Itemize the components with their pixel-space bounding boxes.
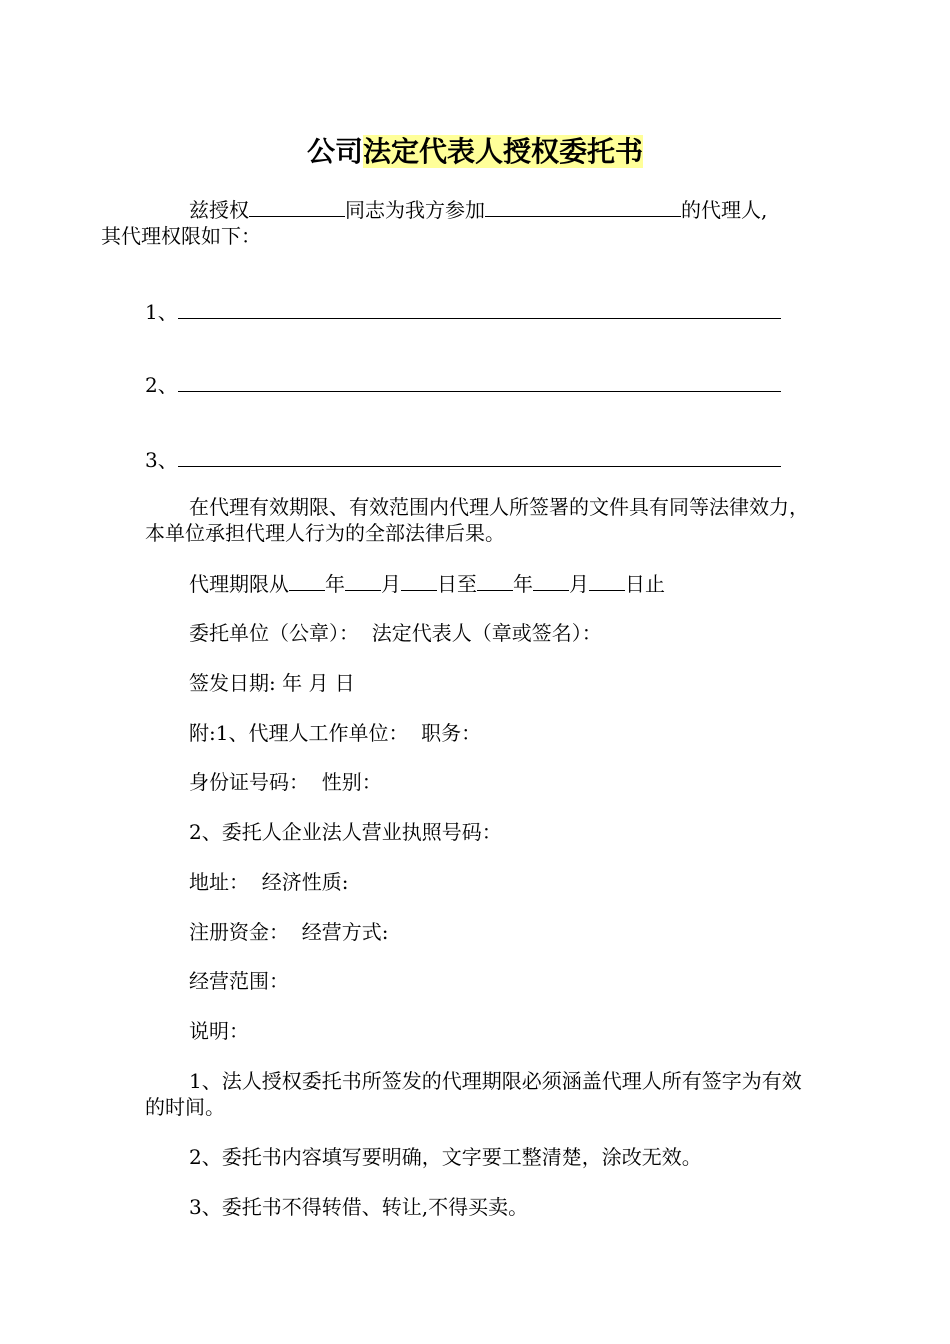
agent-name-blank [249, 196, 345, 217]
attachment-1-line: 附:1、代理人工作单位： 职务： [189, 721, 482, 745]
item-number: 1、 [145, 300, 178, 324]
item-number: 2、 [145, 373, 178, 397]
blank [589, 570, 625, 591]
item-blank [178, 446, 781, 467]
blank [401, 570, 437, 591]
note-1: 1、法人授权委托书所签发的代理期限必须涵盖代理人所有签字为有效的时间。 [145, 1069, 802, 1119]
capital-line: 注册资金： 经营方式: [189, 920, 389, 944]
period-month: 月 [569, 572, 589, 596]
period-day-end: 日止 [625, 572, 665, 596]
period-month: 月 [381, 572, 401, 596]
period-year: 年 [325, 572, 345, 596]
authority-item-3 [145, 446, 781, 473]
blank [289, 570, 325, 591]
note-2: 2、委托书内容填写要明确，文字要工整清楚，涂改无效。 [189, 1145, 702, 1169]
address-line: 地址： 经济性质: [189, 870, 349, 894]
authority-item-2 [145, 371, 781, 398]
validity-paragraph: 在代理有效期限、有效范围内代理人所签署的文件具有同等法律效力，本单位承担代理人行为的全部法律后果。 [145, 495, 809, 545]
page-title [0, 130, 950, 170]
note-3: 3、委托书不得转借、转让,不得买卖。 [189, 1195, 529, 1219]
period-from: 代理期限从 [189, 572, 289, 596]
title-prefix: 公司 [306, 135, 363, 168]
sign-date-line: 签发日期: 年 月 日 [189, 671, 355, 695]
title-highlight: 法定代表人授权委托书 [363, 135, 644, 168]
authority-item-1 [145, 298, 781, 325]
item-blank [178, 298, 781, 319]
p1-text-c: 的代理人, [681, 198, 768, 222]
scope-line: 经营范围： [189, 969, 289, 993]
item-blank [178, 371, 781, 392]
p1-text-a: 兹授权 [189, 198, 249, 222]
p1-text-d: 其代理权限如下： [101, 224, 261, 248]
attachment-2-line: 2、委托人企业法人营业执照号码： [189, 820, 502, 844]
event-blank [485, 196, 681, 217]
entrust-unit-line: 委托单位（公章）： 法定代表人（章或签名）： [189, 621, 602, 645]
period-year: 年 [513, 572, 533, 596]
blank [345, 570, 381, 591]
id-number-line: 身份证号码： 性别： [189, 770, 382, 794]
period-day-to: 日至 [437, 572, 477, 596]
notes-title: 说明： [189, 1019, 249, 1043]
blank [477, 570, 513, 591]
agency-period [189, 570, 665, 597]
blank [533, 570, 569, 591]
item-number: 3、 [145, 448, 178, 472]
authorization-paragraph [101, 196, 810, 249]
p1-text-b: 同志为我方参加 [345, 198, 485, 222]
